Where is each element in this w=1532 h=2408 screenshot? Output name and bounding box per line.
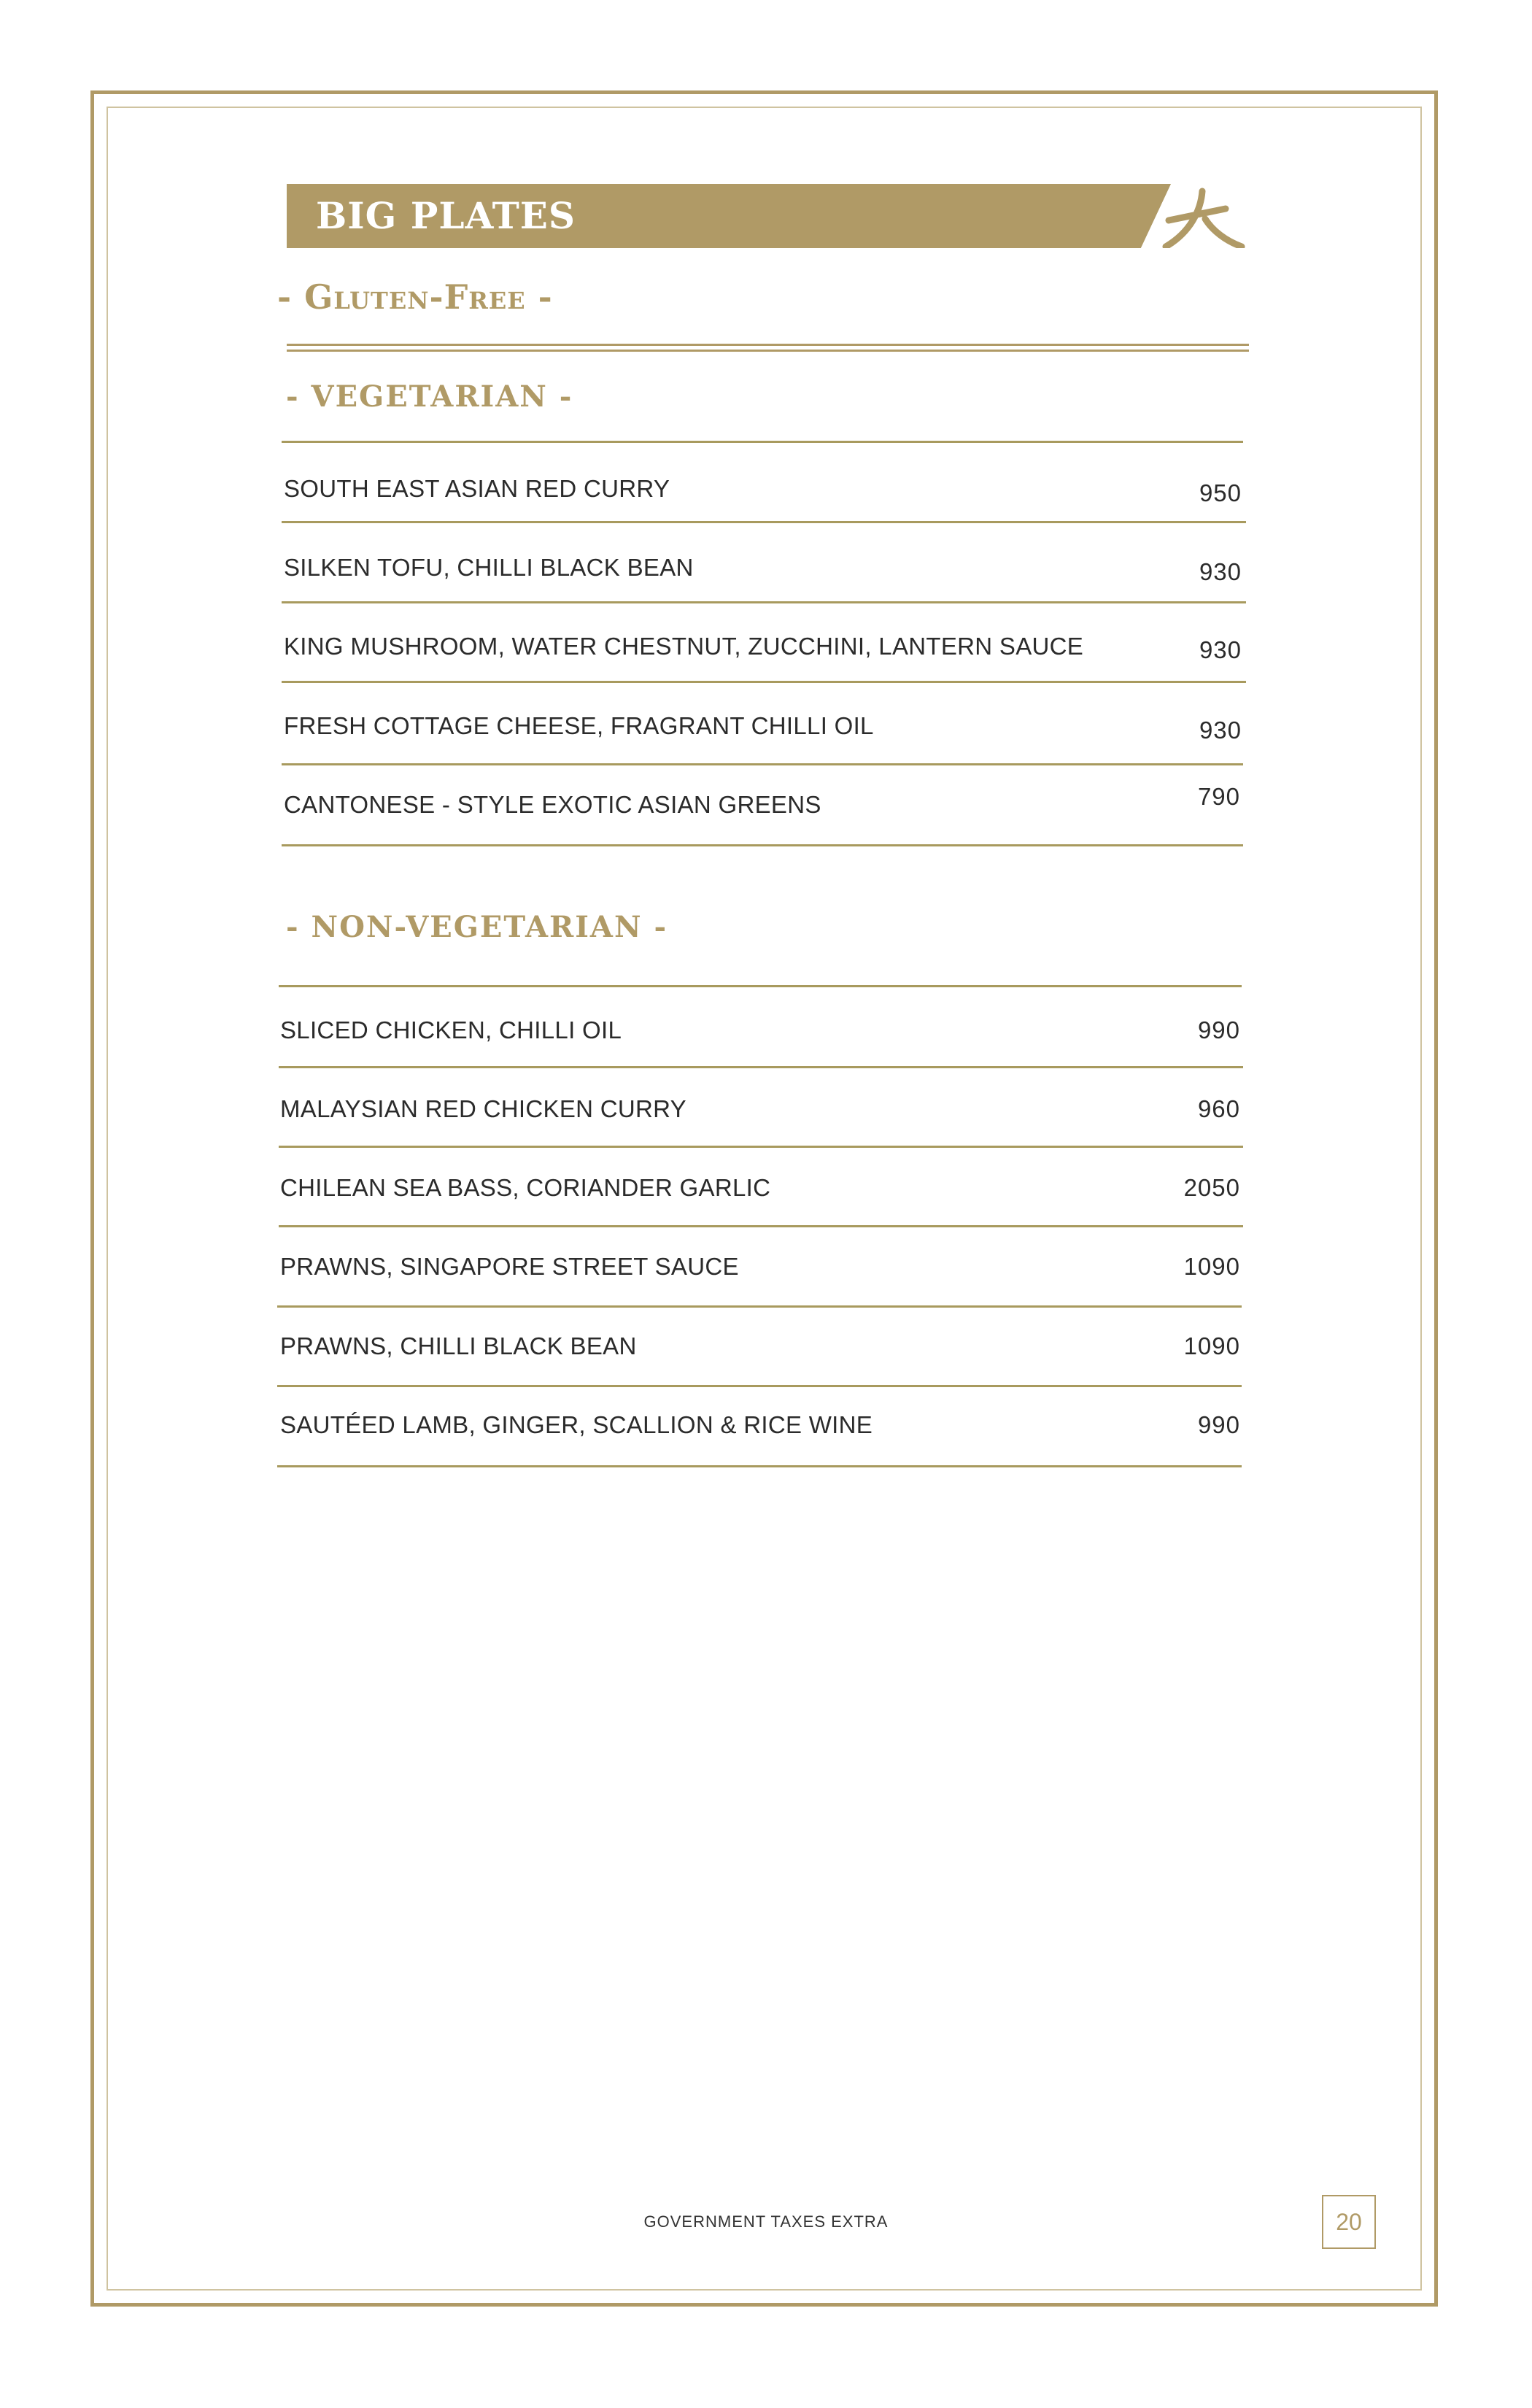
non-vegetarian-heading: - NON-VEGETARIAN -: [286, 910, 668, 944]
menu-item-price: 790: [1197, 783, 1240, 810]
section-title-bar: [287, 184, 1249, 248]
chinese-character-logo-icon: [1140, 184, 1249, 248]
menu-item-price: 950: [1199, 479, 1242, 506]
divider: [282, 763, 1243, 765]
double-rule-top: [287, 344, 1249, 346]
menu-item-name: SILKEN TOFU, CHILLI BLACK BEAN: [284, 554, 694, 581]
section-title: BIG PLATES: [316, 194, 576, 237]
menu-item-name: MALAYSIAN RED CHICKEN CURRY: [280, 1095, 686, 1122]
menu-item-name: SLICED CHICKEN, CHILLI OIL: [280, 1016, 622, 1043]
divider: [277, 1385, 1242, 1387]
divider: [279, 1066, 1243, 1068]
menu-item-name: PRAWNS, CHILLI BLACK BEAN: [280, 1332, 637, 1359]
menu-item-price: 990: [1197, 1411, 1240, 1438]
divider: [282, 441, 1243, 443]
menu-item-name: PRAWNS, SINGAPORE STREET SAUCE: [280, 1253, 739, 1280]
divider: [277, 1305, 1242, 1308]
divider: [279, 985, 1242, 987]
gluten-free-subtitle: - Gluten-Free -: [277, 277, 553, 317]
menu-item-name: FRESH COTTAGE CHEESE, FRAGRANT CHILLI OIL: [284, 712, 874, 739]
divider: [277, 1465, 1242, 1467]
menu-item-price: 2050: [1183, 1174, 1240, 1201]
menu-item-name: KING MUSHROOM, WATER CHESTNUT, ZUCCHINI, LANTERN SAUCE: [284, 633, 1084, 660]
menu-item-name: SOUTH EAST ASIAN RED CURRY: [284, 475, 670, 502]
menu-item-name: CANTONESE - STYLE EXOTIC ASIAN GREENS: [284, 791, 821, 818]
double-rule-bottom: [287, 350, 1249, 352]
divider: [282, 844, 1243, 846]
divider: [282, 521, 1246, 523]
divider: [282, 681, 1246, 683]
menu-item-price: 1090: [1183, 1332, 1240, 1359]
divider: [279, 1146, 1243, 1148]
menu-item-price: 930: [1199, 717, 1242, 744]
menu-item-price: 990: [1197, 1016, 1240, 1043]
footer-note: GOVERNMENT TAXES EXTRA: [643, 2212, 889, 2231]
menu-item-price: 1090: [1183, 1253, 1240, 1280]
divider: [282, 601, 1246, 603]
menu-item-name: CHILEAN SEA BASS, CORIANDER GARLIC: [280, 1174, 771, 1201]
divider: [279, 1225, 1243, 1227]
menu-item-price: 930: [1199, 636, 1242, 663]
menu-item-price: 960: [1197, 1095, 1240, 1122]
page-number: 20: [1322, 2195, 1376, 2249]
menu-item-name: SAUTÉED LAMB, GINGER, SCALLION & RICE WINE: [280, 1411, 873, 1438]
vegetarian-heading: - VEGETARIAN -: [286, 379, 573, 414]
menu-item-price: 930: [1199, 558, 1242, 585]
